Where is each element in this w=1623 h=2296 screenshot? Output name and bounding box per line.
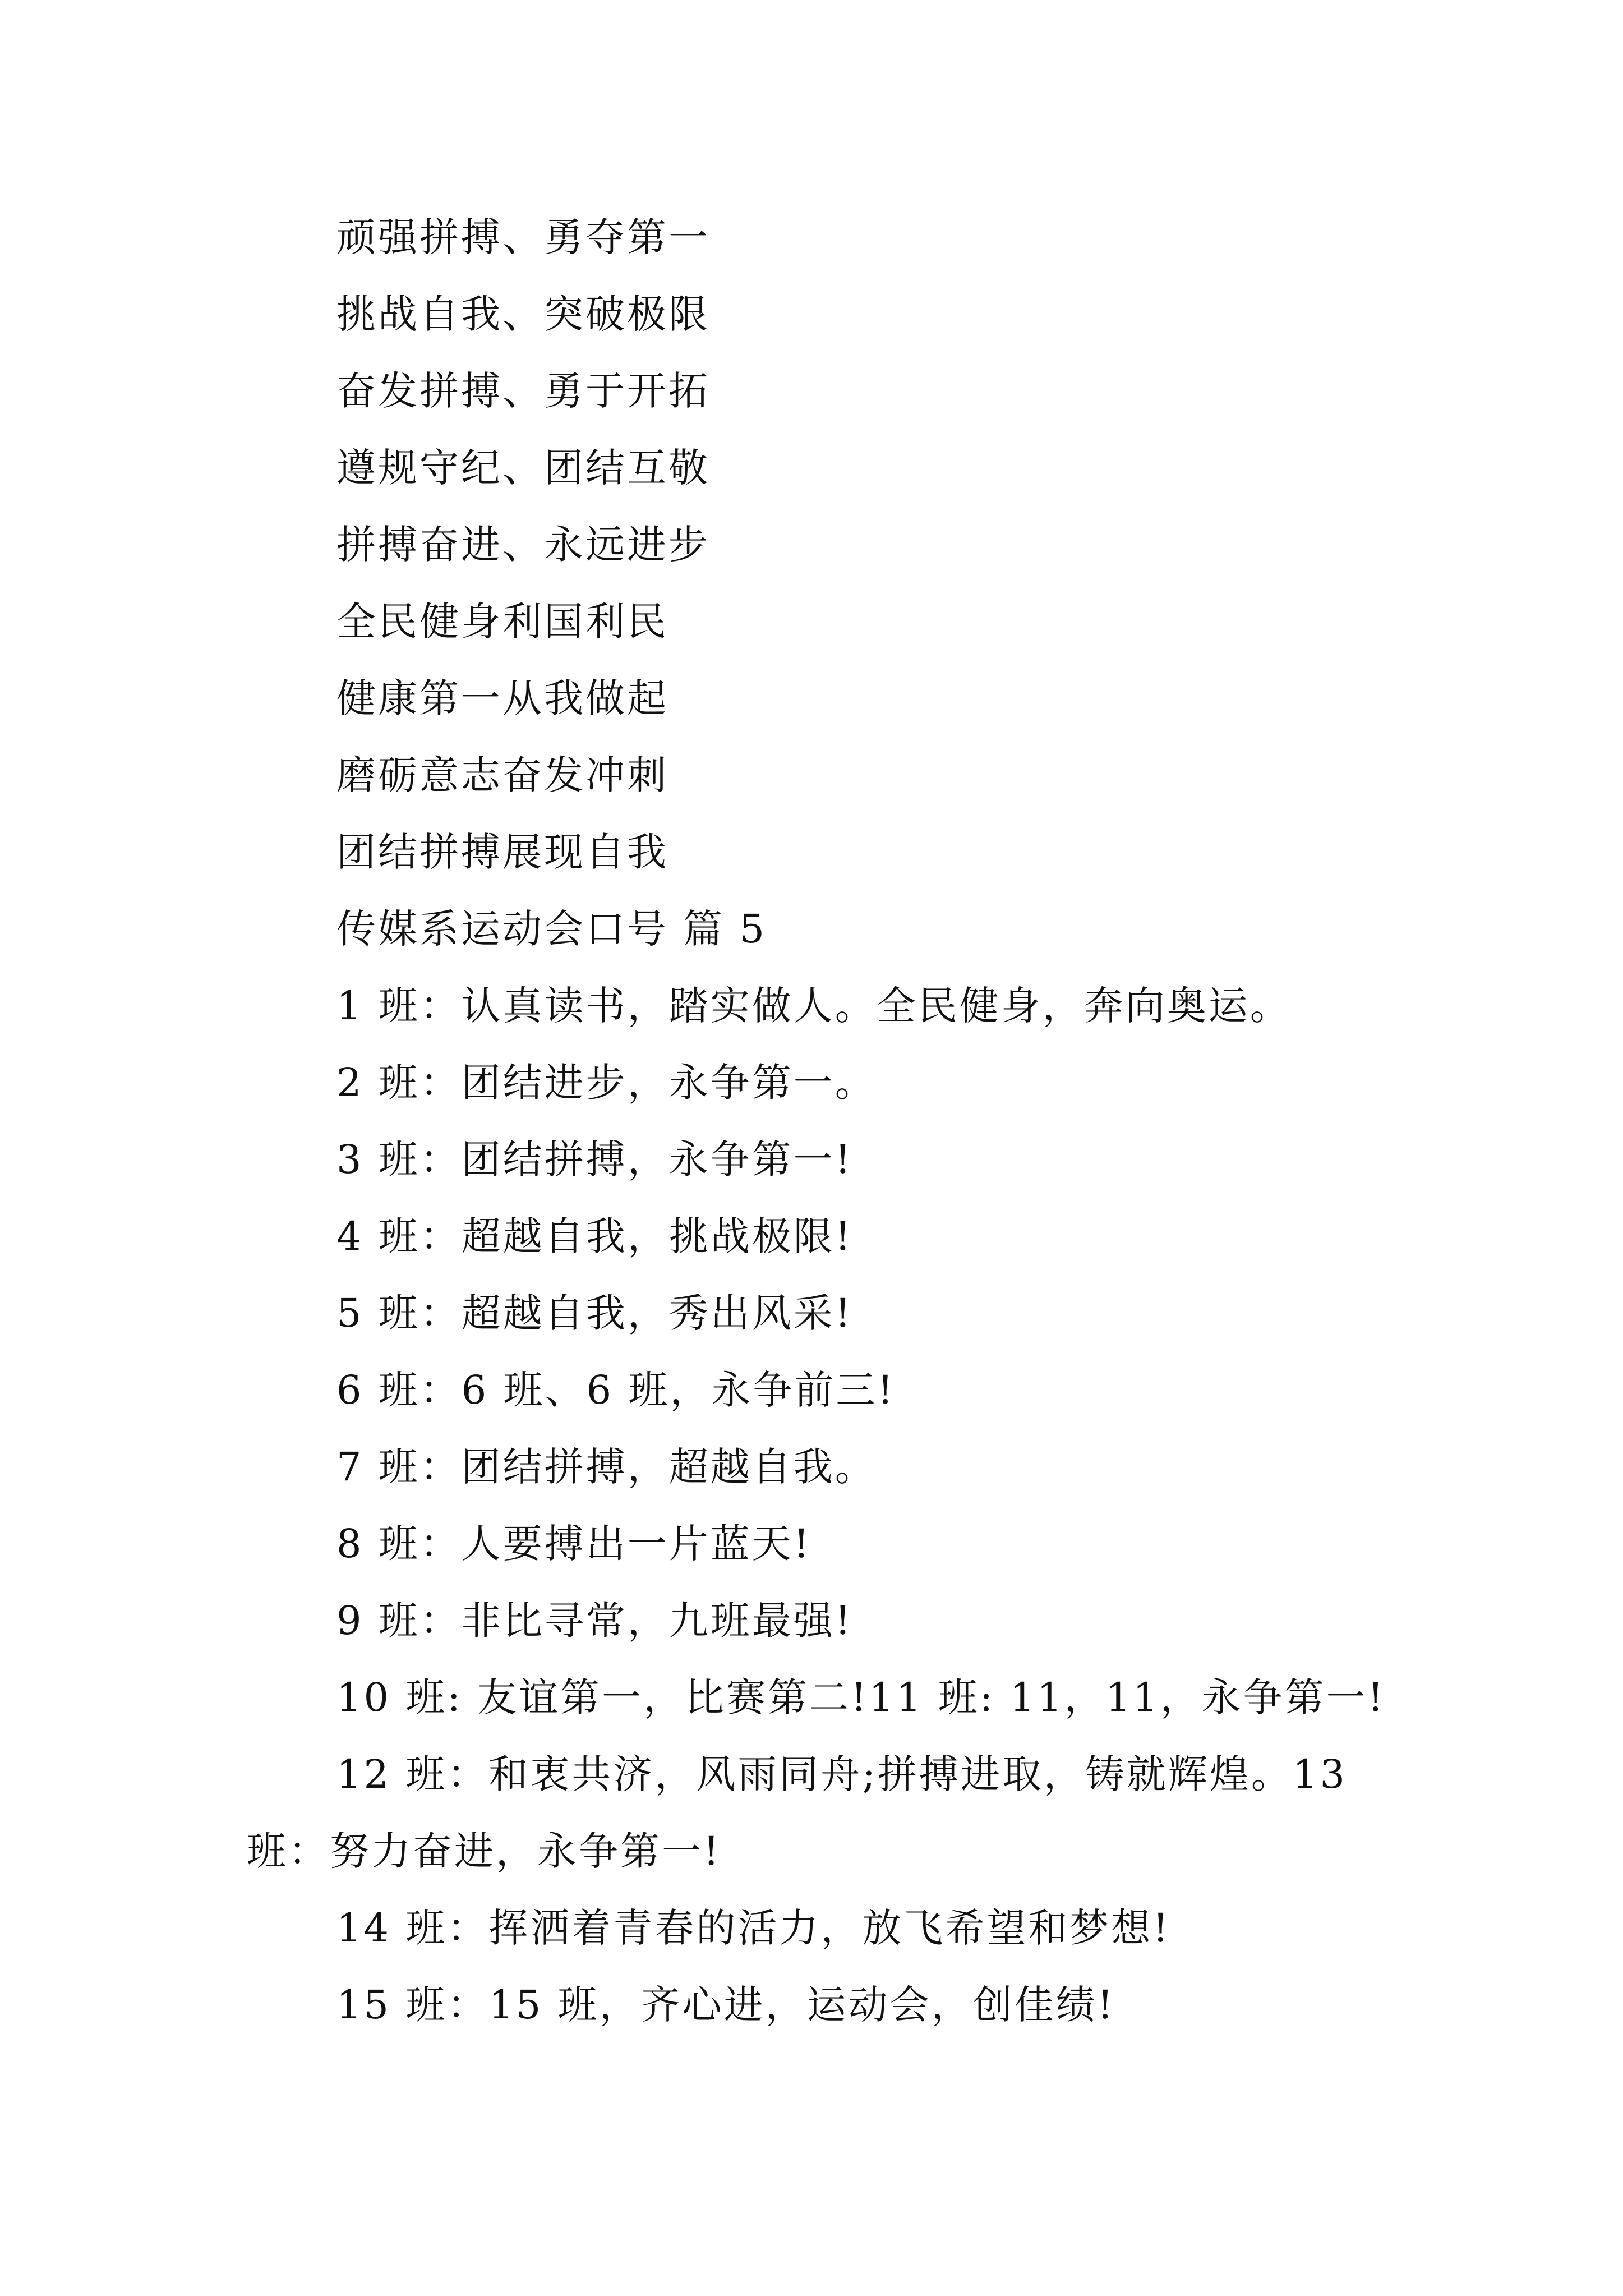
class-slogan-line: 9 班：非比寻常，九班最强! [336, 1598, 853, 1644]
slogan-line: 健康第一从我做起 [336, 675, 668, 721]
class-slogan-line: 14 班：挥洒着青春的活力，放飞希望和梦想! [336, 1905, 1171, 1951]
class-slogan-line: 8 班：人要搏出一片蓝天! [336, 1521, 811, 1567]
class-slogan-line: 2 班：团结进步，永争第一。 [336, 1060, 877, 1106]
slogan-line: 挑战自我、突破极限 [336, 291, 710, 337]
class-slogan-line: 6 班：6 班、6 班，永争前三! [336, 1367, 896, 1413]
slogan-line: 全民健身利国利民 [336, 599, 668, 645]
class-slogan-line: 7 班：团结拼搏，超越自我。 [336, 1444, 877, 1490]
class-slogan-line: 5 班：超越自我，秀出风采! [336, 1290, 853, 1336]
class-slogan-line: 1 班：认真读书，踏实做人。全民健身，奔向奥运。 [336, 983, 1292, 1029]
slogan-line: 顽强拼搏、勇夺第一 [336, 214, 710, 260]
class-slogan-line: 3 班：团结拼搏，永争第一! [336, 1137, 853, 1182]
slogan-line: 团结拼搏展现自我 [336, 829, 668, 875]
class-slogan-line: 15 班：15 班，齐心进，运动会，创佳绩! [336, 1982, 1115, 2028]
class-slogan-line: 4 班：超越自我，挑战极限! [336, 1213, 853, 1259]
slogan-line: 磨砺意志奋发冲刺 [336, 752, 668, 798]
slogan-line: 奋发拼搏、勇于开拓 [336, 368, 710, 414]
class-slogan-line: 10 班: 友谊第一，比赛第二!11 班: 11，11，永争第一! [336, 1674, 1386, 1720]
document-body [247, 199, 1413, 2044]
slogan-line: 拼搏奋进、永远进步 [336, 522, 710, 568]
class-slogan-paragraph: 12 班：和衷共济，风雨同舟;拼搏进取，铸就辉煌。13 班：努力奋进，永争第一! [247, 1751, 1347, 1874]
section-title: 传媒系运动会口号 篇 5 [336, 906, 767, 952]
slogan-line: 遵规守纪、团结互敬 [336, 445, 710, 491]
